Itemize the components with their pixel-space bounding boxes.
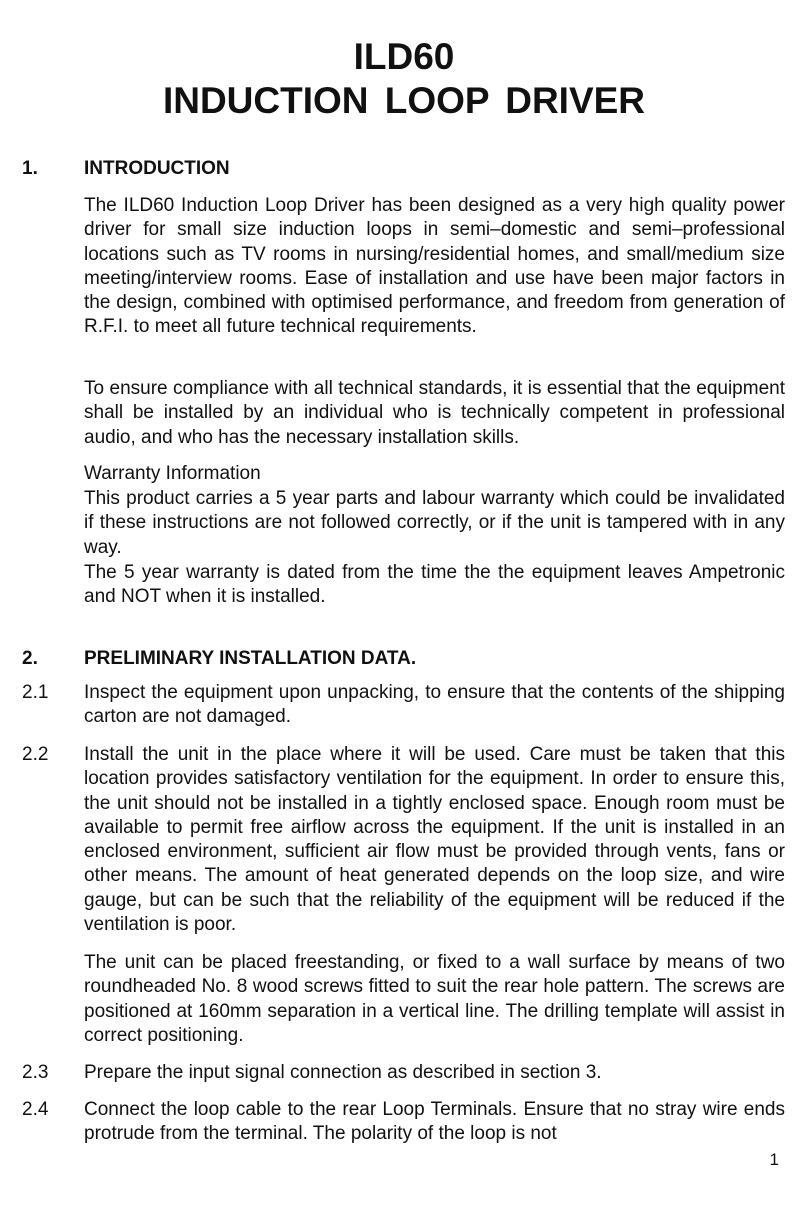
- page-number: 1: [769, 1150, 779, 1169]
- item-number: 2.4: [22, 1099, 49, 1120]
- item-text: The unit can be placed freestanding, or fixed to a wall surface by means of two roundheaded No. 8 wood screws fitted to suit the rear hole pattern. The screws are positioned at 160mm separation in a vertical line. The drilling template will assist in correct positioning.: [84, 952, 785, 1046]
- item-text: Install the unit in the place where it will be used. Care must be taken that this location provides satisfactory ventilation for the equipment. In order to ensure this, the unit should not be installed in a tightly enclosed space. Enough room must be available to permit free airflow across the equipment. If the unit is installed in an enclosed environment, sufficient air flow must be provided through vents, fans or other means. The amount of heat generated depends on the loop size, and wire gauge, but can be such that the reliability of the equipment will be reduced if the ventilation is poor.: [84, 744, 785, 936]
- document-title-model: ILD60: [353, 36, 455, 77]
- section-title: INTRODUCTION: [84, 158, 230, 179]
- document-title-product: INDUCTION LOOP DRIVER: [162, 80, 646, 121]
- section-title: PRELIMINARY INSTALLATION DATA.: [84, 648, 417, 669]
- list-item: [22, 743, 785, 937]
- list-item: [22, 1061, 785, 1085]
- section-number: 1.: [22, 158, 38, 179]
- section-number: 2.: [22, 648, 38, 669]
- list-item: [22, 1098, 785, 1147]
- compliance-paragraph: To ensure compliance with all technical standards, it is essential that the equipment shall be installed by an individual who is technically competent in professional audio, and who has the necessary installation skills.: [84, 378, 785, 448]
- warranty-date-paragraph: The 5 year warranty is dated from the time the the equipment leaves Ampetronic and NOT when it is installed.: [84, 562, 785, 608]
- item-text: Prepare the input signal connection as described in section 3.: [84, 1062, 602, 1083]
- warranty-paragraph: This product carries a 5 year parts and labour warranty which could be invalidated if these instructions are not followed correctly, or if the unit is tampered with in any way.: [84, 488, 785, 558]
- list-item: [22, 951, 785, 1048]
- intro-paragraph: The ILD60 Induction Loop Driver has been designed as a very high quality power driver for small size induction loops in semi–domestic and semi–professional locations such as TV rooms in nursing/residential homes, and small/medium size meeting/interview rooms. Ease of installation and use have been major factors in the design, combined with optimised performance, and freedom from generation of R.F.I. to meet all future technical requirements.: [84, 195, 785, 338]
- item-text: Connect the loop cable to the rear Loop Terminals. Ensure that no stray wire ends protrude from the terminal. The polarity of the loop is not: [84, 1099, 785, 1145]
- warranty-title: Warranty Information: [84, 463, 261, 484]
- item-text: Inspect the equipment upon unpacking, to ensure that the contents of the shipping carton are not damaged.: [84, 682, 785, 728]
- item-number: 2.3: [22, 1062, 49, 1083]
- item-number: 2.1: [22, 682, 49, 703]
- item-number: 2.2: [22, 744, 49, 765]
- list-item: [22, 681, 785, 730]
